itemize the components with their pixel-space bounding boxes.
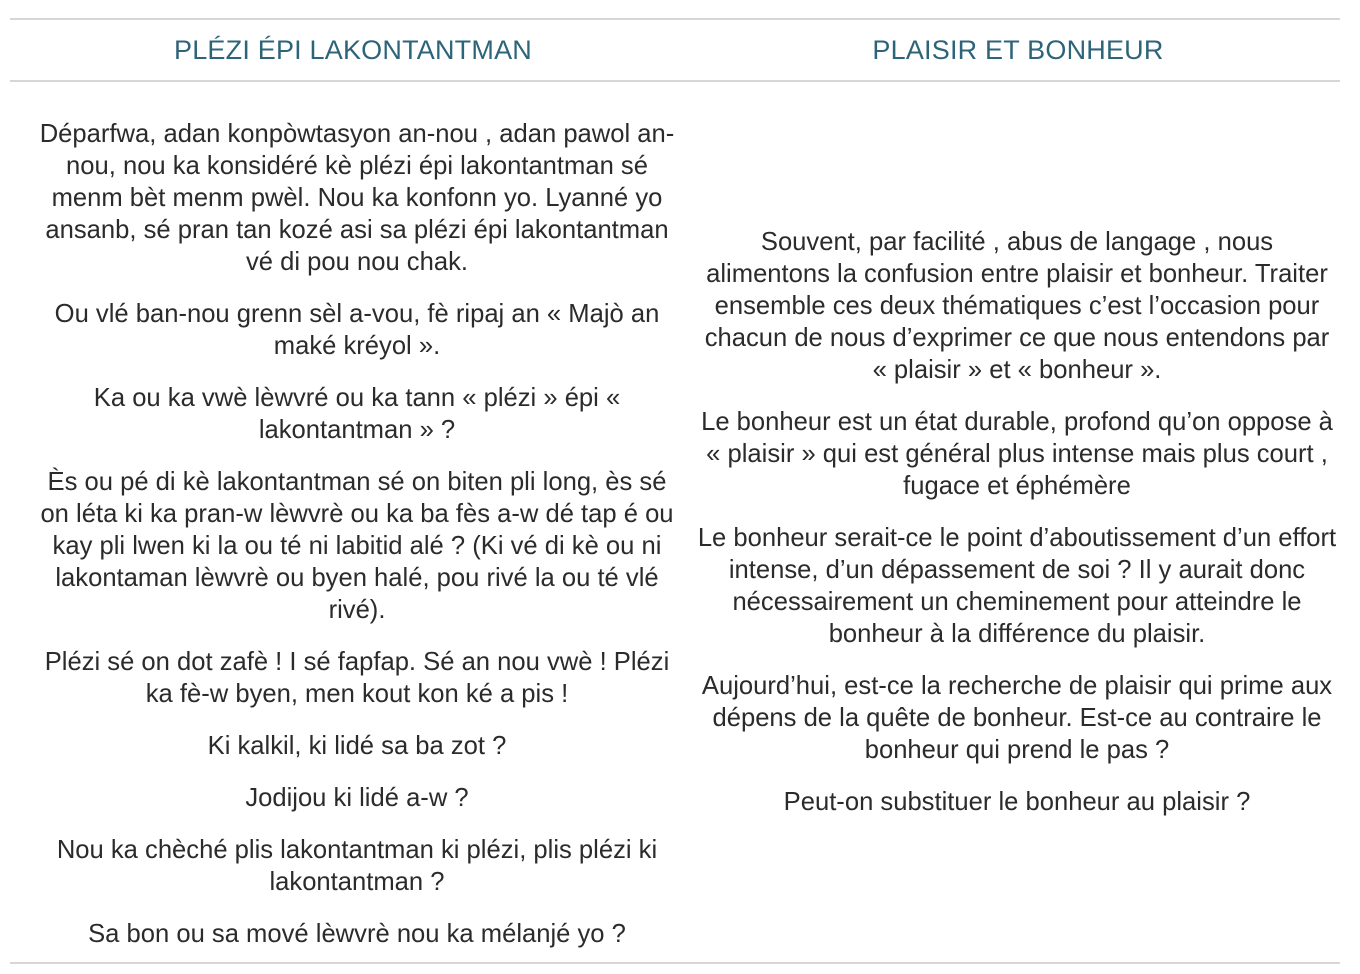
french-paragraph: Le bonheur est un état durable, profond qu’on oppose à « plaisir » qui est général plus intense mais plus court , fugace et éphémère <box>701 408 1333 500</box>
creole-column <box>10 82 696 962</box>
table-body-row <box>10 82 1340 962</box>
header-creole: PLÉZI ÉPI LAKONTANTMAN <box>174 34 532 65</box>
creole-paragraph: Ka ou ka vwè lèwvré ou ka tann « plézi » épi « lakontantman » ? <box>93 384 621 444</box>
french-paragraph: Souvent, par facilité , abus de langage , nous alimentons la confusion entre plaisir et bonheur. Traiter ensemble ces deux thématiques c’est l’occasion pour chacun de nous d’exprimer ce que nous entendons par « plaisir » et « bonheur ». <box>704 228 1330 384</box>
creole-paragraph: Sa bon ou sa mové lèwvrè nou ka mélanjé yo ? <box>88 920 626 948</box>
french-paragraph: Le bonheur serait-ce le point d’aboutissement d’un effort intense, d’un dépassement de soi ? Il y aurait donc nécessairement un cheminement pour atteindre le bonheur à la différence du plaisir. <box>697 524 1337 648</box>
french-paragraph: Aujourd’hui, est-ce la recherche de plaisir qui prime aux dépens de la quête de bonheur. Est-ce au contraire le bonheur qui prend le pas ? <box>701 672 1333 764</box>
creole-paragraph: Ou vlé ban-nou grenn sèl a-vou, fè ripaj an « Majò an maké kréyol ». <box>54 300 660 360</box>
bilingual-table <box>10 18 1340 964</box>
creole-paragraph: Nou ka chèché plis lakontantman ki plézi, plis plézi ki lakontantman ? <box>56 836 658 896</box>
creole-paragraph: Ki kalkil, ki lidé sa ba zot ? <box>207 732 507 760</box>
creole-paragraph: Jodijou ki lidé a-w ? <box>245 784 469 812</box>
creole-paragraph: Ès ou pé di kè lakontantman sé on biten pli long, ès sé on léta ki ka pran-w lèwvrè ou ka ba fès a-w dé tap é ou kay pli lwen ki la ou té ni labitid alé ? (Ki vé di kè ou ni lakontaman lèwvrè ou byen halé, pou rivé la ou té vlé rivé). <box>40 468 674 624</box>
header-french: PLAISIR ET BONHEUR <box>872 34 1164 65</box>
french-column <box>696 82 1340 962</box>
creole-paragraph: Plézi sé on dot zafè ! I sé fapfap. Sé an nou vwè ! Plézi ka fè-w byen, men kout kon ké a pis ! <box>44 648 670 708</box>
table-header-row <box>10 20 1340 82</box>
french-paragraph: Peut-on substituer le bonheur au plaisir ? <box>783 788 1251 816</box>
creole-paragraph: Déparfwa, adan konpòwtasyon an-nou , adan pawol an- nou, nou ka konsidéré kè plézi épi lakontantman sé menm bèt menm pwèl. Nou ka konfonn yo. Lyanné yo ansanb, sé pran tan kozé asi sa plézi épi lakontantman vé di pou nou chak. <box>39 120 675 276</box>
